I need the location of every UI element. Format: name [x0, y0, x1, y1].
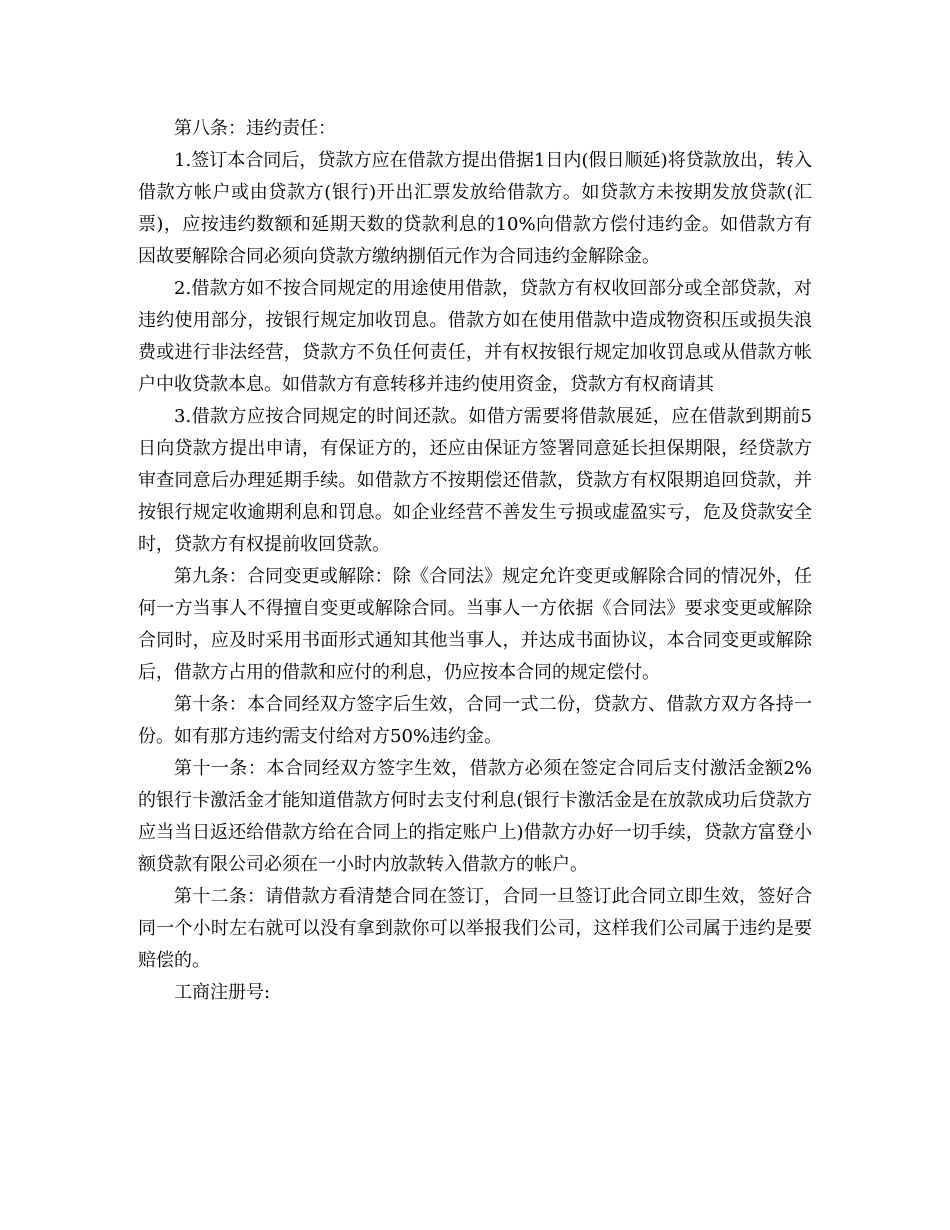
- article-10: 第十条：本合同经双方签字后生效，合同一式二份，贷款方、借款方双方各持一份。如有那方违约需支付给对方50%违约金。: [138, 694, 812, 747]
- article-8-clause-3: 3.借款方应按合同规定的时间还款。如借方需要将借款展延，应在借款到期前5日向贷款方提出申请，有保证方的，还应由保证方签署同意延长担保期限，经贷款方审查同意后办理延期手续。如借款方不按期偿还借款，贷款方有权限期追回贷款，并按银行规定收逾期利息和罚息。如企业经营不善发生亏损或虚盈实亏，危及贷款安全时，贷款方有权提前收回贷款。: [138, 406, 812, 555]
- article-9: 第九条：合同变更或解除：除《合同法》规定允许变更或解除合同的情况外，任何一方当事人不得擅自变更或解除合同。当事人一方依据《合同法》要求变更或解除合同时，应及时采用书面形式通知其他当事人，并达成书面协议，本合同变更或解除后，借款方占用的借款和应付的利息，仍应按本合同的规定偿付。: [138, 566, 812, 683]
- article-8-heading: 第八条：违约责任：: [174, 118, 336, 139]
- document-body: [138, 113, 812, 1009]
- article-8-clause-1: 1.签订本合同后，贷款方应在借款方提出借据1日内(假日顺延)将贷款放出，转入借款方帐户或由贷款方(银行)开出汇票发放给借款方。如贷款方未按期发放贷款(汇票)，应按违约数额和延期天数的贷款利息的10%向借款方偿付违约金。如借款方有因故要解除合同必须向贷款方缴纳捌佰元作为合同违约金解除金。: [138, 150, 812, 267]
- article-8-clause-2: 2.借款方如不按合同规定的用途使用借款，贷款方有权收回部分或全部贷款，对违约使用部分，按银行规定加收罚息。借款方如在使用借款中造成物资积压或损失浪费或进行非法经营，贷款方不负任何责任，并有权按银行规定加收罚息或从借款方帐户中收贷款本息。如借款方有意转移并违约使用资金，贷款方有权商请其: [138, 278, 812, 395]
- article-11: 第十一条：本合同经双方签字生效，借款方必须在签定合同后支付激活金额2%的银行卡激活金才能知道借款方何时去支付利息(银行卡激活金是在放款成功后贷款方应当当日返还给借款方给在合同上的指定账户上)借款方办好一切手续，贷款方富登小额贷款有限公司必须在一小时内放款转入借款方的帐户。: [138, 758, 812, 875]
- article-12: 第十二条：请借款方看清楚合同在签订，合同一旦签订此合同立即生效，签好合同一个小时左右就可以没有拿到款你可以举报我们公司，这样我们公司属于违约是要赔偿的。: [138, 886, 812, 971]
- business-registration-number: 工商注册号:: [174, 982, 271, 1003]
